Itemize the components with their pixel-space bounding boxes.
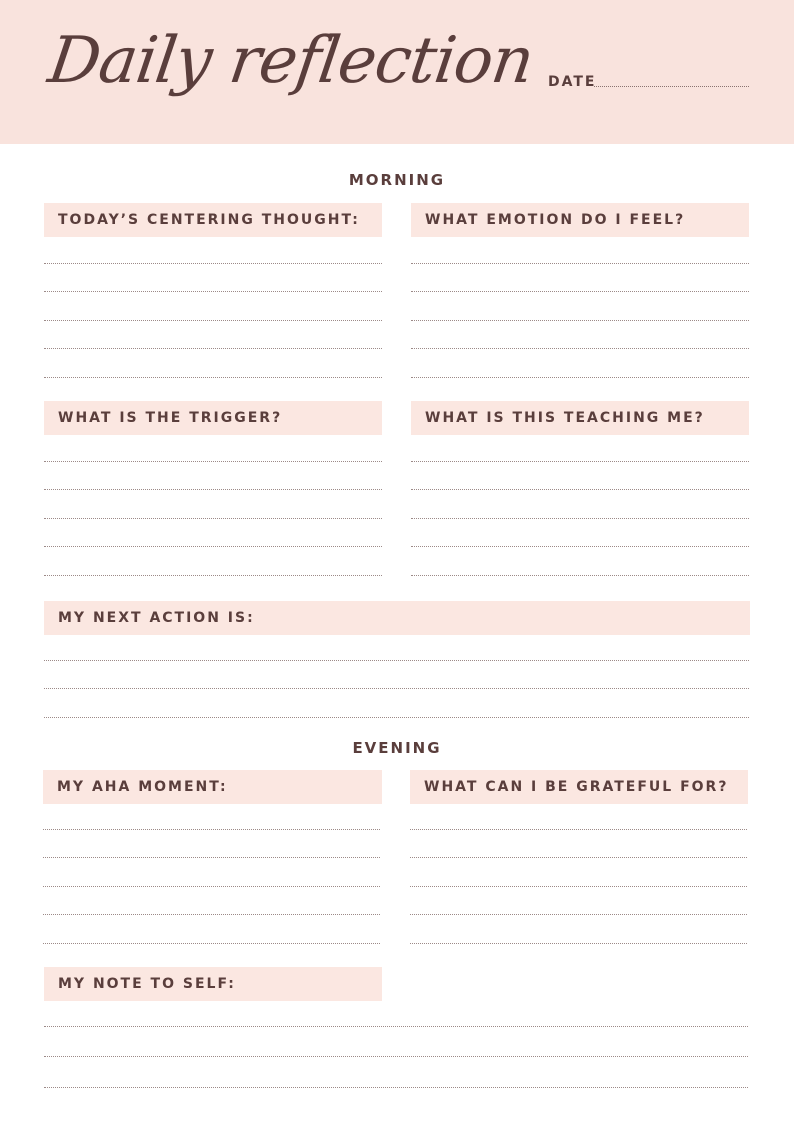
aha-line-1[interactable] (43, 829, 380, 830)
evening-title: EVENING (352, 739, 442, 757)
teaching-line-3[interactable] (411, 518, 749, 519)
grateful-line-2[interactable] (410, 857, 747, 858)
trigger-line-3[interactable] (44, 518, 382, 519)
aha-line-5[interactable] (43, 943, 380, 944)
grateful-line-4[interactable] (410, 914, 747, 915)
aha-line-2[interactable] (43, 857, 380, 858)
trigger-line-1[interactable] (44, 461, 382, 462)
emotion-label: WHAT EMOTION DO I FEEL? (411, 203, 749, 237)
emotion-line-3[interactable] (411, 320, 749, 321)
teaching-label: WHAT IS THIS TEACHING ME? (411, 401, 749, 435)
trigger-line-5[interactable] (44, 575, 382, 576)
trigger-line-4[interactable] (44, 546, 382, 547)
trigger-line-2[interactable] (44, 489, 382, 490)
emotion-line-4[interactable] (411, 348, 749, 349)
centering-line-1[interactable] (44, 263, 382, 264)
note-line-1[interactable] (44, 1026, 748, 1027)
centering-line-5[interactable] (44, 377, 382, 378)
next-action-line-3[interactable] (44, 717, 749, 718)
grateful-label: WHAT CAN I BE GRATEFUL FOR? (410, 770, 748, 804)
centering-line-3[interactable] (44, 320, 382, 321)
emotion-line-1[interactable] (411, 263, 749, 264)
teaching-line-1[interactable] (411, 461, 749, 462)
aha-line-3[interactable] (43, 886, 380, 887)
morning-title: MORNING (348, 171, 446, 189)
note-line-2[interactable] (44, 1056, 748, 1057)
centering-line-2[interactable] (44, 291, 382, 292)
teaching-line-4[interactable] (411, 546, 749, 547)
aha-moment-label: MY AHA MOMENT: (43, 770, 382, 804)
centering-line-4[interactable] (44, 348, 382, 349)
header-band (0, 0, 794, 144)
date-field[interactable] (594, 86, 749, 87)
grateful-line-1[interactable] (410, 829, 747, 830)
trigger-label: WHAT IS THE TRIGGER? (44, 401, 382, 435)
emotion-line-2[interactable] (411, 291, 749, 292)
note-line-3[interactable] (44, 1087, 748, 1088)
note-to-self-label: MY NOTE TO SELF: (44, 967, 382, 1001)
emotion-line-5[interactable] (411, 377, 749, 378)
page-title: Daily reflection (44, 24, 538, 98)
teaching-line-5[interactable] (411, 575, 749, 576)
grateful-line-3[interactable] (410, 886, 747, 887)
aha-line-4[interactable] (43, 914, 380, 915)
next-action-line-1[interactable] (44, 660, 749, 661)
teaching-line-2[interactable] (411, 489, 749, 490)
next-action-label: MY NEXT ACTION IS: (44, 601, 750, 635)
centering-thought-label: TODAY’S CENTERING THOUGHT: (44, 203, 382, 237)
grateful-line-5[interactable] (410, 943, 747, 944)
date-label: DATE (548, 74, 597, 90)
next-action-line-2[interactable] (44, 688, 749, 689)
